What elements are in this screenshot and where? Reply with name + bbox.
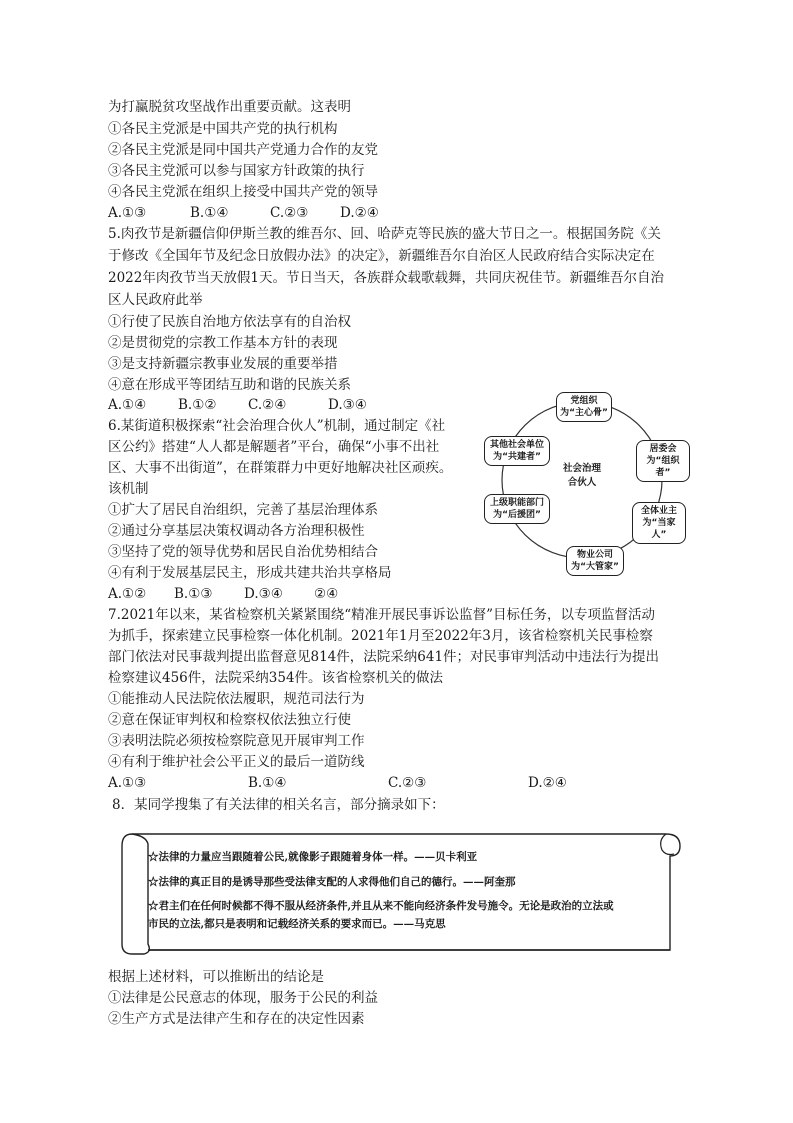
q7-stem-4: 检察建议456件，法院采纳354件。该省检察机关的做法 <box>108 670 444 686</box>
diagram-node-units <box>484 436 550 466</box>
q6-option-b: B.①③ <box>174 586 213 602</box>
q6-option-d: ②④ <box>314 586 339 602</box>
q4-item-1: ①各民主党派是中国共产党的执行机构 <box>108 121 338 137</box>
q7-item-2: ②意在保证审判权和检察权依法独立行使 <box>108 712 351 728</box>
q7-option-c: C.②③ <box>388 775 427 791</box>
q4-item-2: ②各民主党派是同中国共产党通力合作的友党 <box>108 142 378 158</box>
q5-item-4: ④意在形成平等团结互助和谐的民族关系 <box>108 377 351 393</box>
scroll-frame <box>118 826 688 958</box>
q6-stem-1: 6.某街道积极探索“社会治理合伙人”机制，通过制定《社 <box>108 418 446 434</box>
q5-item-3: ③是支持新疆宗教事业发展的重要举措 <box>108 356 338 372</box>
diagram-node-role: 为“组织者” <box>646 456 680 478</box>
diagram-node-role: 为“后援团” <box>493 510 541 520</box>
diagram-node-committee <box>636 440 690 482</box>
quote-scroll <box>118 826 688 958</box>
q8-stem: 8．某同学搜集了有关法律的相关名言，部分摘录如下： <box>112 797 445 813</box>
q6-item-4: ④有利于发展基层民主，形成共建共治共享格局 <box>108 565 392 581</box>
diagram-center <box>552 462 612 490</box>
q5-stem-1: 5.肉孜节是新疆信仰伊斯兰教的维吾尔、回、哈萨克等民族的盛大节日之一。根据国务院《关 <box>108 226 661 242</box>
diagram-node-title: 其他社会单位 <box>489 440 544 450</box>
quote-1: ☆法律的力量应当跟随着公民,就像影子跟随着身体一样。——贝卡利亚 <box>148 851 478 863</box>
diagram-node-title: 物业公司 <box>576 550 613 560</box>
q6-item-3: ③坚持了党的领导优势和居民自治优势相结合 <box>108 544 378 560</box>
q5-item-1: ①行使了民族自治地方依法享有的自治权 <box>108 314 351 330</box>
q6-stem-2: 区公约》搭建“人人都是解题者”平台，确保“小事不出社 <box>108 439 440 455</box>
q5-option-a: A.①④ <box>108 397 147 413</box>
q7-item-3: ③表明法院必须按检察院意见开展审判工作 <box>108 733 365 749</box>
diagram-node-title: 上级职能部门 <box>489 498 544 508</box>
q4-option-c: C.②③ <box>270 205 309 221</box>
q4-option-a: A.①③ <box>108 205 147 221</box>
diagram-node-owners <box>632 502 686 544</box>
q7-stem-2: 为抓手，探索建立民事检察一体化机制。2021年1月至2022年3月，该省检察机关民事检察 <box>108 628 653 644</box>
diagram-node-title: 居委会 <box>649 444 677 454</box>
q7-item-1: ①能推动人民法院依法履职，规范司法行为 <box>108 691 365 707</box>
q7-stem-3: 部门依法对民事裁判提出监督意见814件，法院采纳641件；对民事审判活动中违法行为提出 <box>108 649 660 665</box>
q7-option-a: A.①③ <box>108 775 147 791</box>
diagram-node-property <box>566 546 624 576</box>
governance-partner-diagram <box>478 378 686 584</box>
q5-option-d: D.③④ <box>328 397 367 413</box>
quote-4: 市民的立法,都只是表明和记载经济关系的要求而已。——马克思 <box>148 918 446 930</box>
diagram-node-title: 全体业主 <box>640 506 677 516</box>
diagram-node-departments <box>484 494 550 524</box>
q7-option-b: B.①④ <box>248 775 287 791</box>
q4-item-4: ④各民主党派在组织上接受中国共产党的领导 <box>108 184 378 200</box>
diagram-node-role: 为“大管家” <box>571 562 619 572</box>
q7-stem-1: 7.2021年以来，某省检察机关紧紧围绕“精准开展民事诉讼监督”目标任务，以专项监督活动 <box>108 607 656 623</box>
diagram-center-line-2: 合伙人 <box>567 477 597 488</box>
diagram-node-role: 为“当家人” <box>642 518 676 540</box>
diagram-node-role: 为“主心骨” <box>560 408 608 418</box>
q7-option-d: D.②④ <box>528 775 567 791</box>
quote-2: ☆法律的真正目的是诱导那些受法律支配的人求得他们自己的德行。——阿奎那 <box>148 876 516 888</box>
q8-item-1: ①法律是公民意志的体现，服务于公民的利益 <box>108 990 378 1006</box>
q4-item-3: ③各民主党派可以参与国家方针政策的执行 <box>108 163 365 179</box>
q7-item-4: ④有利于维护社会公平正义的最后一道防线 <box>108 754 365 770</box>
q8-item-2: ②生产方式是法律产生和存在的决定性因素 <box>108 1011 365 1027</box>
q6-item-1: ①扩大了居民自治组织，完善了基层治理体系 <box>108 502 378 518</box>
diagram-center-line-1: 社会治理 <box>562 463 601 474</box>
q4-option-d: D.②④ <box>340 205 379 221</box>
q6-item-2: ②通过分享基层决策权调动各方治理积极性 <box>108 523 365 539</box>
q6-option-c: D.③④ <box>244 586 283 602</box>
q6-option-a: A.①② <box>108 586 147 602</box>
diagram-node-role: 为“共建者” <box>493 452 541 462</box>
q5-stem-2: 于修改《全国年节及纪念日放假办法》的决定》，新疆维吾尔自治区人民政府结合实际决定在 <box>108 248 655 264</box>
q5-option-c: C.②④ <box>248 397 287 413</box>
quote-3: ☆君主们在任何时候都不得不服从经济条件,并且从来不能向经济条件发号施令。无论是政治的立法或 <box>148 900 614 912</box>
q8-after: 根据上述材料，可以推断出的结论是 <box>108 969 324 985</box>
q5-stem-3: 2022年肉孜节当天放假1天。节日当天，各族群众载歌载舞，共同庆祝佳节。新疆维吾尔自治 <box>108 270 664 286</box>
q6-stem-4: 该机制 <box>108 481 149 497</box>
diagram-node-party <box>556 392 612 422</box>
q5-option-b: B.①② <box>178 397 217 413</box>
q6-stem-3: 区、大事不出街道”，在群策群力中更好地解决社区顽疾。 <box>108 460 453 476</box>
q4-stem-tail: 为打赢脱贫攻坚战作出重要贡献。这表明 <box>108 99 351 115</box>
q5-stem-4: 区人民政府此举 <box>108 292 203 308</box>
q5-item-2: ②是贯彻党的宗教工作基本方针的表现 <box>108 335 338 351</box>
diagram-node-title: 党组织 <box>570 396 598 406</box>
q4-option-b: B.①④ <box>190 205 229 221</box>
